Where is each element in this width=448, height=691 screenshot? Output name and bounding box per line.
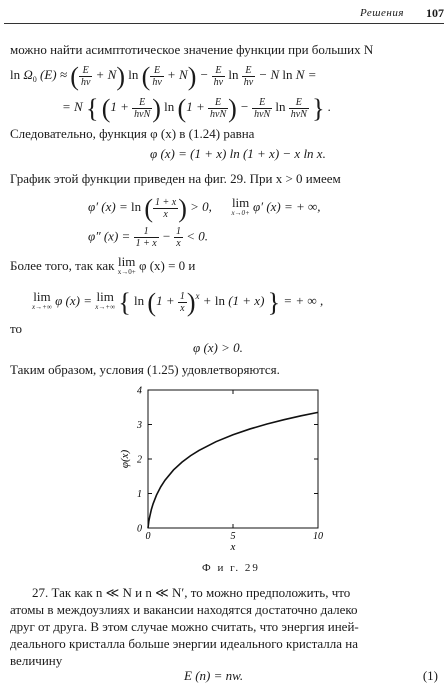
y-tick-label: 4	[137, 385, 142, 397]
paragraph-27-line-1: 27. Так как n ≪ N и n ≪ N′, то можно предположить, что	[32, 585, 351, 600]
paragraph-27-line-5: величину	[10, 653, 63, 668]
equation-limit-infinity: lim x→+∞ φ (x) = lim x→+∞ { ln (1 + $\frac{1}{x}$ )$^x$ + ln (1 + x) } = + ∞ ,	[32, 288, 324, 317]
equation-phi-prime: φ′ (x) = ln ( $\frac{1 + x}{x}$ ) > 0, lim x→0+ φ′ (x) = + ∞,	[88, 194, 321, 223]
equation-number: (1)	[422, 668, 438, 683]
figure-29-chart	[110, 378, 340, 558]
y-tick-label: 0	[137, 523, 142, 535]
text-line-moreover: Более того, так как lim x→0+ φ (x) = 0 и	[10, 254, 196, 276]
page-number: 107	[426, 6, 444, 20]
y-tick-label: 3	[137, 420, 142, 431]
text-line-asymptotic: можно найти асимптотическое значение функции при больших N	[10, 42, 374, 57]
text-line-therefore: Следовательно, функция φ (x) в (1.24) равна	[10, 126, 255, 141]
y-tick-label: 2	[137, 454, 142, 466]
plot-frame	[148, 390, 318, 528]
x-tick-label: 5	[230, 531, 236, 542]
paragraph-27-line-2: атомы в междоузлиях и вакансии находятся достаточно далеко	[10, 602, 358, 617]
text-line-then: то	[10, 321, 23, 336]
page-header	[0, 0, 448, 22]
equation-ln-omega-2: = N { (1 + $\frac{E}{\text{hνN}}$ ) ln (1 + $\frac{E}{\text{hνN}}$ ) − $\frac{E}{\text{hνN}}$ ln $\frac{E}{\text{hνN}}$ } .	[62, 94, 332, 123]
y-axis-label: φ(x)	[119, 449, 131, 469]
x-axis-label: x	[230, 541, 236, 553]
text-line-graph: График этой функции приведен на фиг. 29. При x > 0 имеем	[10, 171, 341, 186]
paragraph-27-line-3: друг от друга. В этом случае можно считать, что энергия иней-	[10, 619, 359, 634]
text-line-thus: Таким образом, условия (1.25) удовлетворяются.	[10, 362, 280, 377]
x-tick-label: 0	[145, 531, 151, 542]
equation-phi-double-prime: φ″ (x) = $\frac{1}{1 + x}$ − $\frac{1}{x}$ < 0.	[88, 226, 209, 249]
running-title: Решения	[360, 7, 404, 19]
equation-phi-positive: φ (x) > 0.	[193, 340, 243, 355]
y-tick-label: 1	[137, 489, 142, 500]
figure-caption: Ф и г. 29	[202, 562, 260, 574]
header-rule	[4, 23, 444, 24]
paragraph-27-line-4: деального кристалла больше энергии идеального кристалла на	[10, 636, 359, 651]
equation-ln-omega-1: $\ln \Omega_0$ (E) ≈ ( $\frac{E}{h\nu}$ + N) ln ( $\frac{E}{h\nu}$ + N) − $\frac{E}{h\nu}$ ln $\frac{E}{h\nu}$ − N ln N =	[10, 62, 317, 91]
equation-energy: E (n) = nw.	[184, 668, 244, 683]
equation-phi: φ (x) = (1 + x) ln (1 + x) − x ln x.	[150, 146, 326, 161]
series-line-phi	[148, 412, 318, 528]
x-tick-label: 10	[313, 531, 323, 542]
